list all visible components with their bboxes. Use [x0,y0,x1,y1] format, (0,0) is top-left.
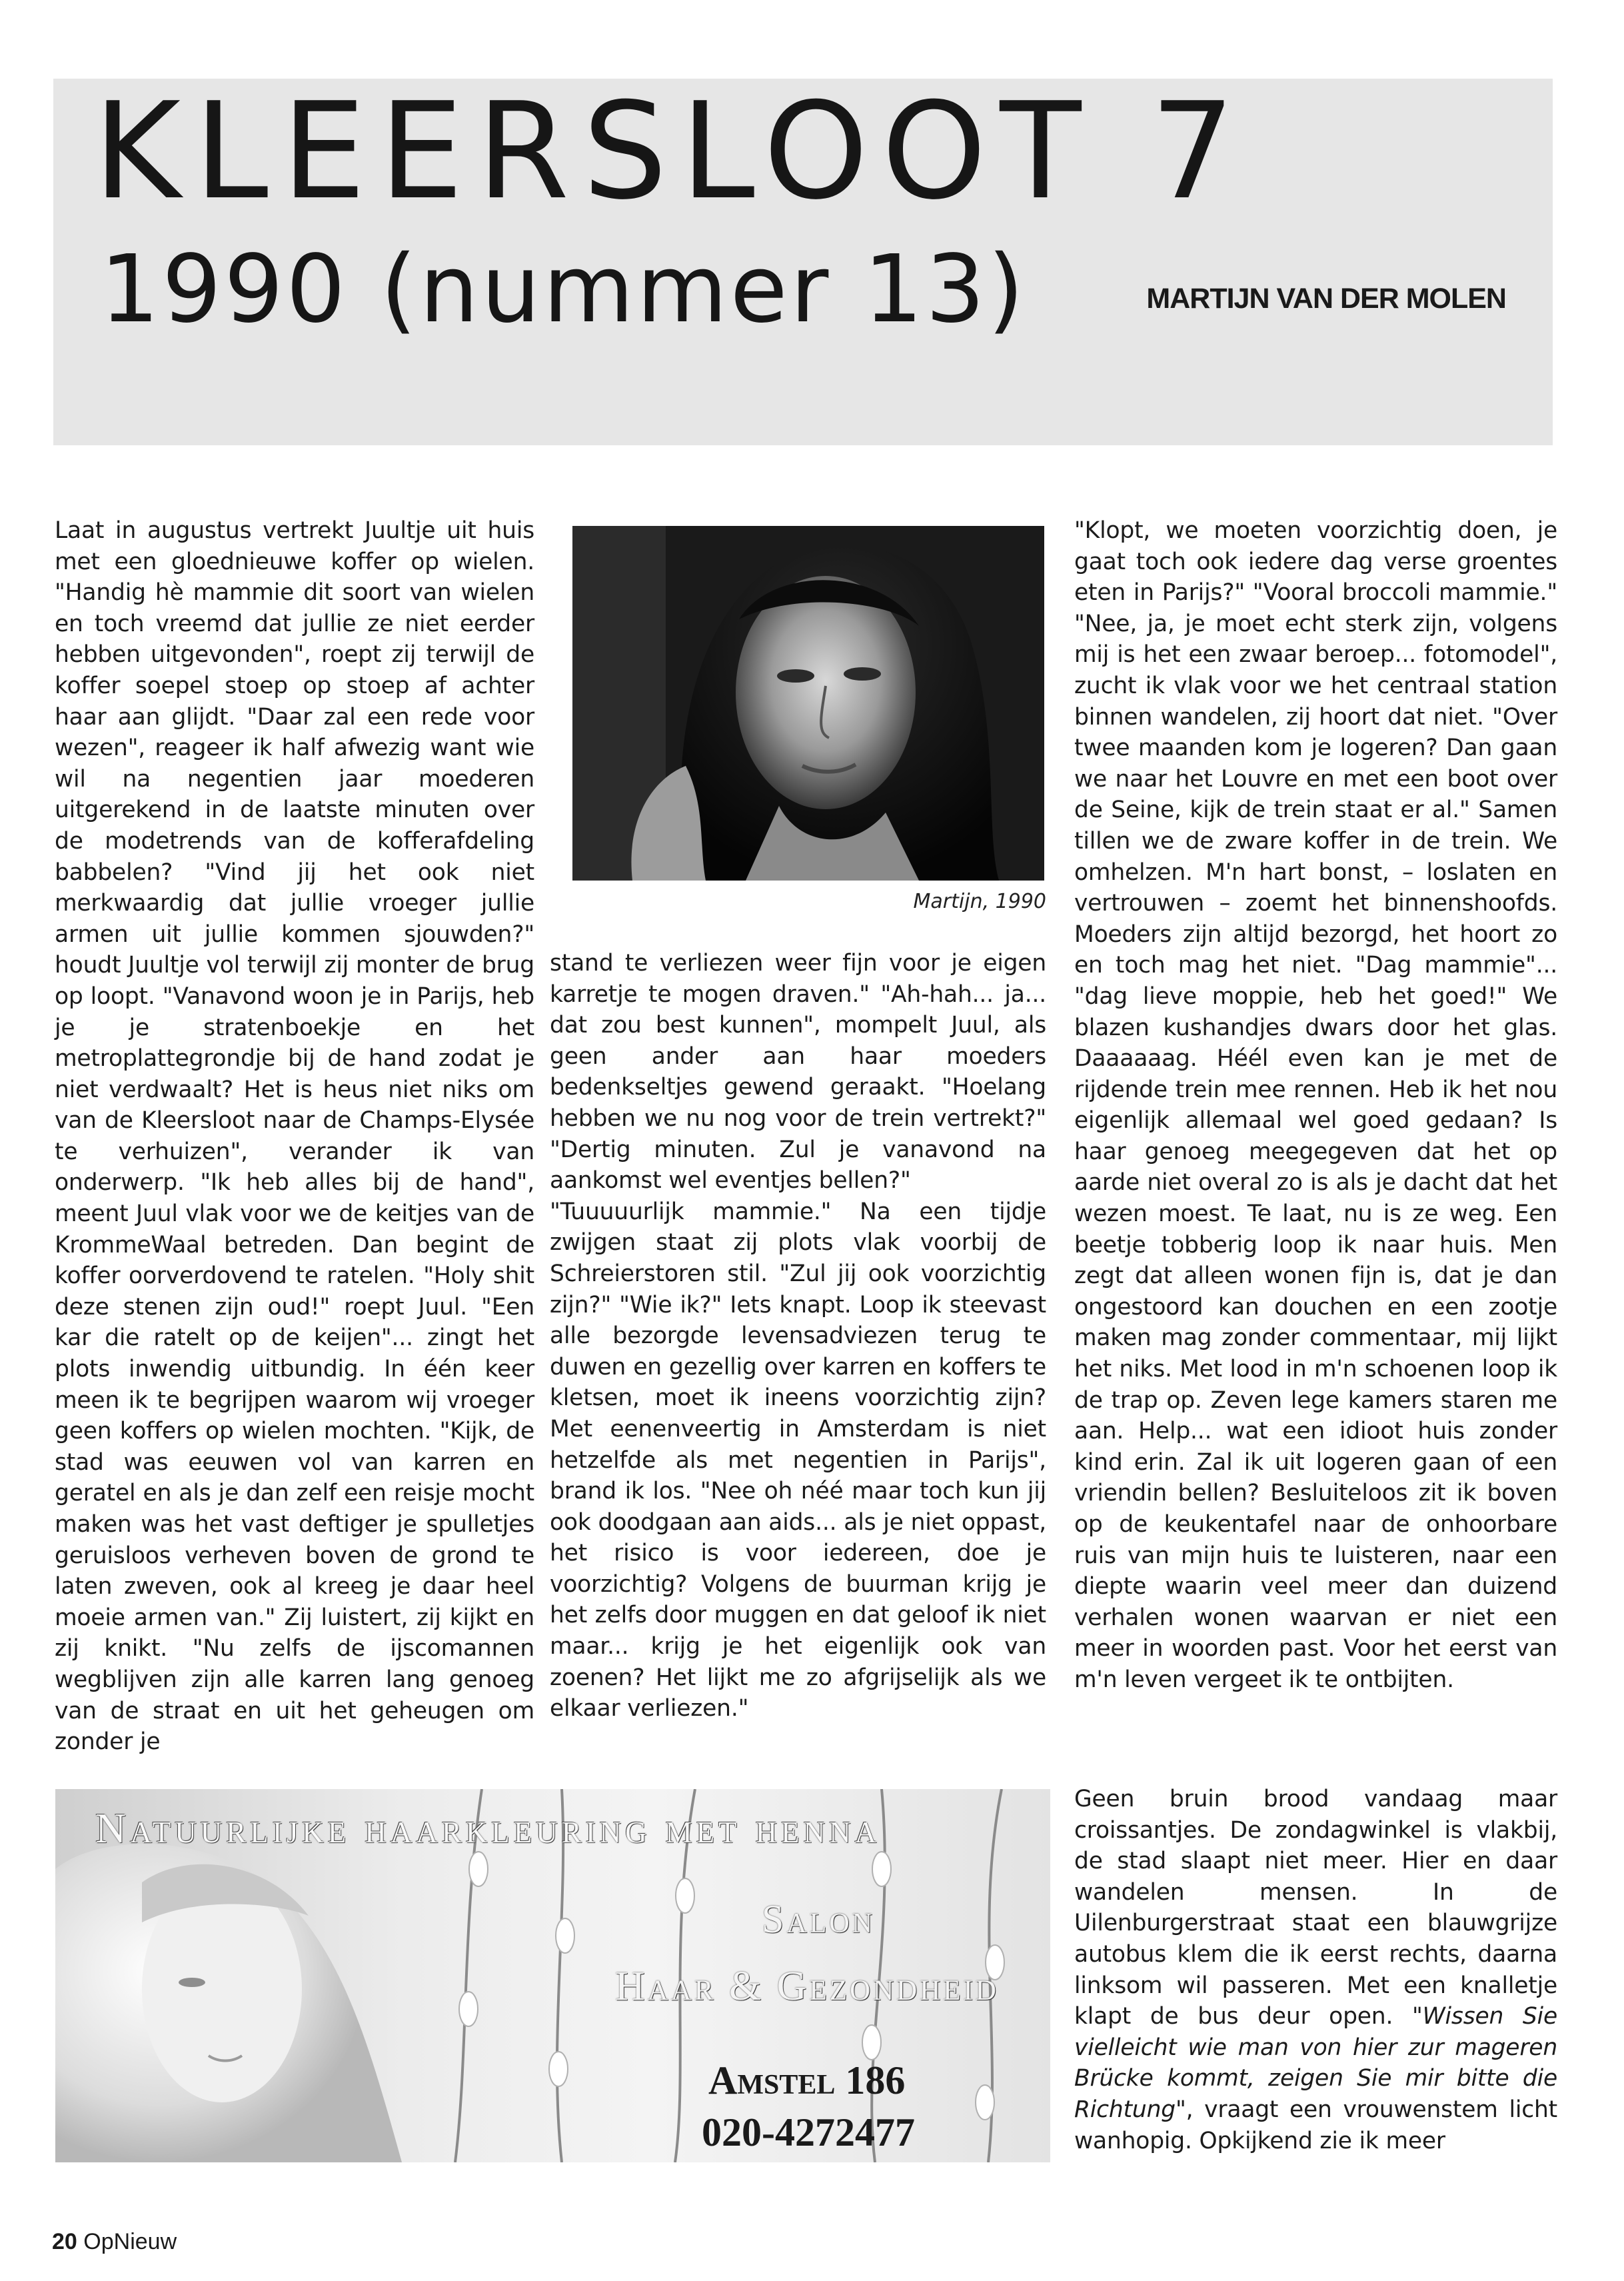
photo-caption: Martijn, 1990 [913,890,1046,913]
ad-phone: 020-4272477 [702,2110,915,2154]
article-subtitle: 1990 (nummer 13) [100,235,1027,344]
column-3-continued-lead: Geen bruin brood vandaag maar croissantjes. De zondagwinkel is vlakbij, de stad slaapt niet meer. Hier en daar wandelen mensen. In de Uilenburgerstraat staat een blauwgrijze autobus klem die ik eerst rechts, daarna linksom wil passeren. Met een knalletje klapt de bus deur open. [1074,1786,1557,2030]
column-2-paragraph-2: "Tuuuuurlijk mammie." Na een tijdje zwijgen staat zij plots vlak voorbij de Schreierstoren stil. "Zul jij ook voorzichtig zijn?" "Wie ik?" Iets knapt. Loop ik steevast alle bezorgde levensadviezen terug te duwen en gezellig over karren en koffers te kletsen, moet ik ineens voorzichtig zijn? Met eenenveertig in Amsterdam is niet hetzelfde als met negentien in Parijs", brand ik los. "Nee oh néé maar toch kun jij ook doodgaan aan aids... als je niet oppast, het risico is voor iedereen, doe je voorzichtig? Volgens de buurman krijg je het zelfs door muggen en dat geloof ik niet maar... krijg je het eigenlijk ook van zoenen? Het lijkt me zo afgrijselijk als we elkaar verliezen." [550,1198,1046,1722]
body-column-2 [550,948,1046,1724]
body-column-1 [55,515,534,1758]
column-2-paragraph-1: stand te verliezen weer fijn voor je eigen karretje te mogen draven." "Ah-hah... ja... dat zou best kunnen", mompelt Juul, als geen ander aan haar moeders bedenkseltjes gewend geraakt. "Hoelang hebben we nu nog voor de trein vertrekt?" "Dertig minuten. Zul je vanavond na aankomst wel eventjes bellen?" [550,950,1046,1194]
german-quote: "Wissen Sie vielleicht wie man von hier zur mageren Brücke kommt, zeigen Sie mir bitte die Richtung" [1074,2003,1557,2123]
column-3-continued-tail: , vraagt een vrouwenstem licht wanhopig. Opkijkend zie ik meer [1074,2096,1557,2154]
ad-salon-label: Salon [762,1897,876,1941]
ad-salon-name: Haar & Gezondheid [615,1964,999,2009]
ad-headline: Natuurlijke haarkleuring met henna [95,1804,881,1852]
magazine-name: OpNieuw [83,2229,177,2254]
page-footer [52,2226,319,2257]
author-byline: MARTIJN VAN DER MOLEN [1146,283,1506,315]
body-column-3-continued [1074,1784,1557,2156]
page-number: 20 [52,2229,77,2254]
portrait-photo-image [572,526,1044,881]
body-column-3 [1074,515,1557,1696]
column-1-text: Laat in augustus vertrekt Juultje uit huis met een gloednieuwe koffer op wielen. "Handig hè mammie dit soort van wielen en toch vreemd dat jullie ze niet eerder hebben uitgevonden", roept zij terwijl de koffer soepel stoep op stoep af achter haar aan glijdt. "Daar zal een rede voor wezen", reageer ik half afwezig want wie wil na negentien jaar moederen uitgerekend in de laatste minuten over de modetrends van de kofferafdeling babbelen? "Vind jij het ook niet merkwaardig dat jullie vroeger jullie armen uit jullie kommen sjouwden?" houdt Juultje vol terwijl zij monter de brug op loopt. "Vanavond woon je in Parijs, heb je je stratenboekje en het metroplattegrondje bij de hand zodat je niet verdwaalt? Het is heus niet niks om van de Kleersloot naar de Champs-Elysée te verhuizen", verander ik van onderwerp. "Ik heb alles bij de hand", meent Juul vlak voor we de keitjes van de KrommeWaal betreden. Dan begint de koffer oorverdovend te ratelen. "Holy shit deze stenen zijn oud!" roept Juul. "Een kar die ratelt op de keijen"... zingt het plots inwendig uitbundig. In één keer meen ik te begrijpen waarom wij vroeger geen koffers op wielen mochten. "Kijk, de stad was eeuwen vol van karren en geratel en als je dan zelf een reisje mocht maken was het vast deftiger je spulletjes geruisloos verheven boven de grond te laten zweven, ook al kreeg je daar heel moeie armen van." Zij luistert, zij kijkt en zij knikt. "Nu zelfs de ijscomannen wegblijven zijn alle karren lang genoeg van de straat en uit het geheugen om zonder je [55,517,534,1756]
ad-address: Amstel 186 [708,2058,906,2102]
henna-advertisement [55,1789,1050,2162]
column-3-continued-paragraph [1074,1784,1557,2156]
column-3-text: "Klopt, we moeten voorzichtig doen, je gaat toch ook iedere dag verse groentes eten in Parijs?" "Vooral broccoli mammie." "Nee, ja, je moet echt sterk zijn, volgens mij is het een zwaar beroep... fotomodel", zucht ik vlak voor we het centraal station binnen wandelen, zij hoort dat niet. "Over twee maanden kom je logeren? Dan gaan we naar het Louvre en met een boot over de Seine, kijk de trein staat er al." Samen tillen we de zware koffer in de trein. We omhelzen. M'n hart bonst, – loslaten en vertrouwen – zoemt het binnenshoofds. Moeders zijn altijd bezorgd, het hoort zo en toch mag het niet. "Dag mammie"... "dag lieve moppie, heb het goed!" We blazen kushandjes dwars door het glas. Daaaaaag. Héél even kan je met de rijdende trein mee rennen. Heb ik het nou eigenlijk allemaal wel goed gedaan? Is haar genoeg meegegeven dat het op aarde niet overal zo is als je dacht dat het wezen moest. Te laat, nu is ze weg. Een beetje tobberig loop ik naar huis. Men zegt dat alleen wonen fijn is, dat je dan ongestoord kan douchen en een zootje maken mag zonder commentaar, mij lijkt het niks. Met lood in m'n schoenen loop ik de trap op. Zeven lege kamers staren me aan. Help... wat een idioot huis zonder kind erin. Zal ik uit logeren gaan of een vriendin bellen? Besluiteloos zit ik boven op de keukentafel naar de onhoorbare ruis van mijn huis te luisteren, naar een diepte waarin veel meer dan duizend verhalen wonen waarvan er niet een meer in woorden past. Voor het eerst van m'n leven vergeet ik te ontbijten. [1074,517,1557,1693]
portrait-photo [572,526,1044,881]
article-title: KLEERSLOOT 7 [93,74,1249,229]
